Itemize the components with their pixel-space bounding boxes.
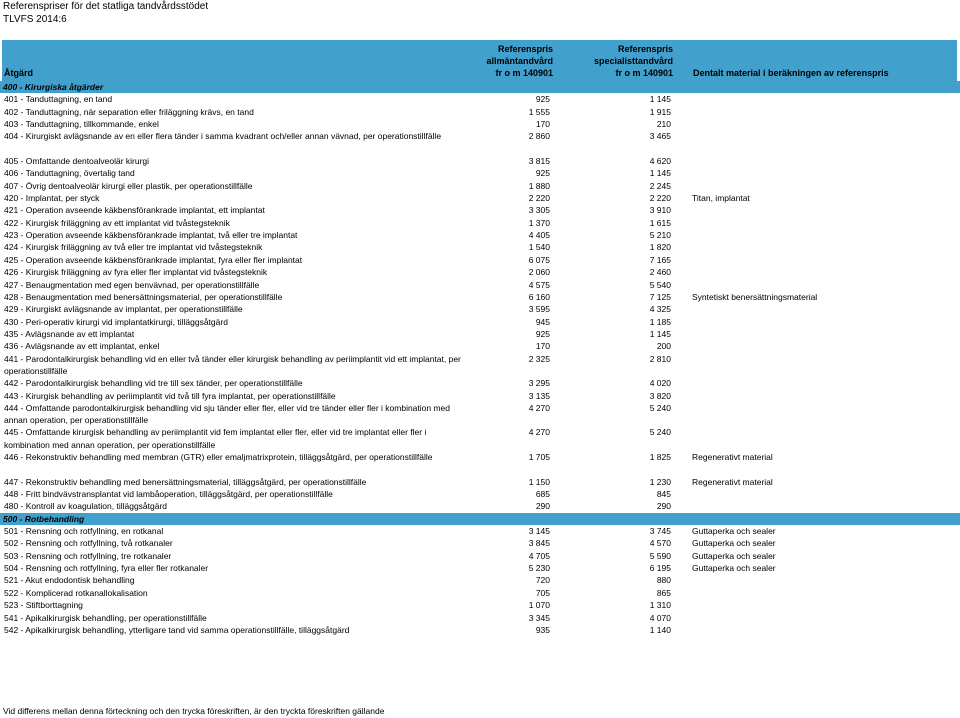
cell-action: 443 - Kirurgisk behandling av periimplantit vid två till fyra implantat, per operationstillfälle bbox=[4, 390, 336, 401]
table-row bbox=[0, 390, 960, 402]
cell-specialist-price: 5 590 bbox=[649, 550, 671, 561]
header-specialist-price bbox=[585, 43, 673, 79]
cell-material: Guttaperka och sealer bbox=[692, 538, 776, 549]
header-general-line3: fr o m 140901 bbox=[495, 68, 553, 78]
price-table-body bbox=[0, 81, 960, 636]
cell-specialist-price: 1 230 bbox=[649, 476, 671, 487]
table-row bbox=[0, 241, 960, 253]
cell-specialist-price: 6 195 bbox=[649, 563, 671, 574]
cell-specialist-price: 1 915 bbox=[649, 106, 671, 117]
table-row bbox=[0, 217, 960, 229]
cell-action: 480 - Kontroll av koagulation, tilläggsåtgärd bbox=[4, 501, 168, 512]
document-title: Referenspriser för det statliga tandvårdsstödet bbox=[3, 1, 209, 12]
cell-action: 445 - Omfattande kirurgisk behandling av periimplantit vid fem implantat eller fler, eller vid tre implantat eller fler i kombination med annan operation, per operationstillfälle bbox=[4, 427, 427, 450]
table-spacer bbox=[0, 463, 960, 475]
table-row bbox=[0, 254, 960, 266]
cell-specialist-price: 1 820 bbox=[649, 242, 671, 253]
cell-action: 425 - Operation avseende käkbensförankrade implantat, fyra eller fler implantat bbox=[4, 254, 303, 265]
cell-action: 541 - Apikalkirurgisk behandling, per operationstillfälle bbox=[4, 612, 207, 623]
document-subtitle: TLVFS 2014:6 bbox=[3, 14, 67, 25]
table-row bbox=[0, 204, 960, 216]
table-header bbox=[2, 40, 957, 81]
table-row bbox=[0, 93, 960, 105]
cell-general-price: 925 bbox=[535, 168, 550, 179]
cell-general-price: 3 295 bbox=[528, 378, 550, 389]
cell-action: 447 - Rekonstruktiv behandling med benersättningsmaterial, tilläggsåtgärd, per operationstillfälle bbox=[4, 476, 367, 487]
table-row bbox=[0, 488, 960, 500]
table-row bbox=[0, 328, 960, 340]
table-row bbox=[0, 167, 960, 179]
cell-general-price: 705 bbox=[535, 587, 550, 598]
cell-general-price: 2 220 bbox=[528, 193, 550, 204]
cell-general-price: 685 bbox=[535, 489, 550, 500]
cell-general-price: 1 370 bbox=[528, 217, 550, 228]
cell-material: Regenerativt material bbox=[692, 476, 773, 487]
cell-action: 501 - Rensning och rotfyllning, en rotkanal bbox=[4, 526, 164, 537]
cell-action: 444 - Omfattande parodontalkirurgisk behandling vid sju tänder eller fler, eller vid tre tänder eller fler i kombination med annan operation, per operationstillfälle bbox=[4, 402, 451, 426]
cell-action: 405 - Omfattande dentoalveolär kirurgi bbox=[4, 156, 150, 167]
cell-general-price: 1 705 bbox=[528, 452, 550, 463]
cell-specialist-price: 1 825 bbox=[649, 452, 671, 463]
cell-action: 523 - Stiftborttagning bbox=[4, 600, 83, 611]
table-row bbox=[0, 340, 960, 352]
cell-general-price: 4 705 bbox=[528, 550, 550, 561]
cell-general-price: 3 135 bbox=[528, 390, 550, 401]
cell-action: 407 - Övrig dentoalveolär kirurgi eller plastik, per operationstillfälle bbox=[4, 180, 253, 191]
cell-specialist-price: 1 145 bbox=[649, 94, 671, 105]
table-row bbox=[0, 476, 960, 488]
table-row bbox=[0, 303, 960, 315]
cell-specialist-price: 5 240 bbox=[649, 402, 671, 413]
table-row bbox=[0, 550, 960, 562]
cell-action: 423 - Operation avseende käkbensförankrade implantat, två eller tre implantat bbox=[4, 230, 298, 241]
table-row bbox=[0, 180, 960, 192]
cell-action: 446 - Rekonstruktiv behandling med membran (GTR) eller emaljmatrixprotein, tilläggsåtgärd, per operationstillfälle bbox=[4, 452, 433, 463]
cell-action: 406 - Tanduttagning, övertalig tand bbox=[4, 168, 135, 179]
cell-general-price: 1 880 bbox=[528, 180, 550, 191]
table-row bbox=[0, 562, 960, 574]
cell-specialist-price: 2 245 bbox=[649, 180, 671, 191]
cell-action: 403 - Tanduttagning, tillkommande, enkel bbox=[4, 119, 159, 130]
cell-general-price: 290 bbox=[535, 501, 550, 512]
header-action: Åtgärd bbox=[4, 68, 33, 78]
cell-specialist-price: 7 125 bbox=[649, 291, 671, 302]
table-row bbox=[0, 279, 960, 291]
cell-action: 428 - Benaugmentation med benersättningsmaterial, per operationstillfälle bbox=[4, 291, 283, 302]
section-title: 500 - Rotbehandling bbox=[3, 513, 85, 524]
table-row bbox=[0, 353, 960, 378]
table-row bbox=[0, 316, 960, 328]
cell-specialist-price: 1 140 bbox=[649, 624, 671, 635]
cell-specialist-price: 4 570 bbox=[649, 538, 671, 549]
cell-specialist-price: 290 bbox=[656, 501, 671, 512]
cell-general-price: 3 145 bbox=[528, 526, 550, 537]
cell-general-price: 935 bbox=[535, 624, 550, 635]
table-row bbox=[0, 118, 960, 130]
table-row bbox=[0, 525, 960, 537]
table-row bbox=[0, 624, 960, 636]
table-row bbox=[0, 451, 960, 463]
table-row bbox=[0, 377, 960, 389]
cell-specialist-price: 3 820 bbox=[649, 390, 671, 401]
cell-action: 504 - Rensning och rotfyllning, fyra eller fler rotkanaler bbox=[4, 563, 209, 574]
cell-action: 429 - Kirurgiskt avlägsnande av implantat, per operationstillfälle bbox=[4, 304, 243, 315]
cell-general-price: 6 075 bbox=[528, 254, 550, 265]
cell-specialist-price: 4 020 bbox=[649, 378, 671, 389]
header-specialist-line3: fr o m 140901 bbox=[615, 68, 673, 78]
cell-action: 427 - Benaugmentation med egen benvävnad, per operationstillfälle bbox=[4, 279, 260, 290]
cell-specialist-price: 3 910 bbox=[649, 205, 671, 216]
header-specialist-line2: specialisttandvård bbox=[593, 56, 673, 66]
cell-general-price: 945 bbox=[535, 316, 550, 327]
cell-general-price: 3 845 bbox=[528, 538, 550, 549]
cell-specialist-price: 1 145 bbox=[649, 168, 671, 179]
header-general-price bbox=[480, 43, 553, 79]
table-row bbox=[0, 426, 960, 451]
cell-general-price: 720 bbox=[535, 575, 550, 586]
cell-general-price: 925 bbox=[535, 328, 550, 339]
cell-specialist-price: 5 540 bbox=[649, 279, 671, 290]
cell-action: 448 - Fritt bindvävstransplantat vid lambåoperation, tilläggsåtgärd, per operationstillfälle bbox=[4, 489, 333, 500]
section-title: 400 - Kirurgiska åtgärder bbox=[3, 82, 104, 92]
header-material: Dentalt material i beräkningen av referenspris bbox=[693, 68, 889, 78]
cell-action: 522 - Komplicerad rotkanallokalisation bbox=[4, 587, 148, 598]
cell-specialist-price: 1 145 bbox=[649, 328, 671, 339]
cell-general-price: 2 060 bbox=[528, 267, 550, 278]
cell-action: 521 - Akut endodontisk behandling bbox=[4, 575, 135, 586]
cell-action: 424 - Kirurgisk friläggning av två eller tre implantat vid tvåstegsteknik bbox=[4, 242, 263, 253]
table-row bbox=[0, 155, 960, 167]
table-row bbox=[0, 266, 960, 278]
cell-specialist-price: 7 165 bbox=[649, 254, 671, 265]
cell-general-price: 3 305 bbox=[528, 205, 550, 216]
cell-specialist-price: 2 460 bbox=[649, 267, 671, 278]
cell-action: 404 - Kirurgiskt avlägsnande av en eller flera tänder i samma kvadrant och/eller annan vävnad, per operationstillfälle bbox=[4, 131, 442, 142]
cell-action: 421 - Operation avseende käkbensförankrade implantat, ett implantat bbox=[4, 205, 265, 216]
table-row bbox=[0, 130, 960, 142]
cell-material: Guttaperka och sealer bbox=[692, 563, 776, 574]
cell-specialist-price: 2 220 bbox=[649, 193, 671, 204]
cell-general-price: 3 595 bbox=[528, 304, 550, 315]
cell-general-price: 3 345 bbox=[528, 612, 550, 623]
cell-action: 401 - Tanduttagning, en tand bbox=[4, 94, 113, 105]
cell-general-price: 5 230 bbox=[528, 563, 550, 574]
cell-specialist-price: 4 325 bbox=[649, 304, 671, 315]
cell-material: Syntetiskt benersättningsmaterial bbox=[692, 291, 818, 302]
cell-general-price: 2 325 bbox=[528, 353, 550, 364]
cell-specialist-price: 4 070 bbox=[649, 612, 671, 623]
table-row bbox=[0, 537, 960, 549]
cell-general-price: 4 270 bbox=[528, 402, 550, 413]
cell-specialist-price: 1 615 bbox=[649, 217, 671, 228]
cell-action: 442 - Parodontalkirurgisk behandling vid tre till sex tänder, per operationstillfälle bbox=[4, 378, 303, 389]
cell-general-price: 2 860 bbox=[528, 131, 550, 142]
cell-action: 426 - Kirurgisk friläggning av fyra eller fler implantat vid tvåstegsteknik bbox=[4, 267, 268, 278]
table-row bbox=[0, 574, 960, 586]
cell-action: 503 - Rensning och rotfyllning, tre rotkanaler bbox=[4, 550, 172, 561]
cell-specialist-price: 1 185 bbox=[649, 316, 671, 327]
header-general-line2: allmäntandvård bbox=[486, 56, 553, 66]
cell-action: 435 - Avlägsnande av ett implantat bbox=[4, 328, 135, 339]
cell-action: 402 - Tanduttagning, när separation eller friläggning krävs, en tand bbox=[4, 106, 254, 117]
cell-action: 502 - Rensning och rotfyllning, två rotkanaler bbox=[4, 538, 173, 549]
cell-material: Titan, implantat bbox=[692, 193, 750, 204]
table-spacer bbox=[0, 143, 960, 155]
cell-action: 436 - Avlägsnande av ett implantat, enkel bbox=[4, 341, 160, 352]
cell-specialist-price: 845 bbox=[656, 489, 671, 500]
cell-action: 420 - Implantat, per styck bbox=[4, 193, 100, 204]
cell-specialist-price: 3 465 bbox=[649, 131, 671, 142]
cell-general-price: 6 160 bbox=[528, 291, 550, 302]
header-specialist-line1: Referenspris bbox=[617, 44, 673, 54]
cell-specialist-price: 865 bbox=[656, 587, 671, 598]
cell-general-price: 170 bbox=[535, 119, 550, 130]
cell-material: Guttaperka och sealer bbox=[692, 526, 776, 537]
cell-specialist-price: 4 620 bbox=[649, 156, 671, 167]
table-row bbox=[0, 229, 960, 241]
cell-action: 542 - Apikalkirurgisk behandling, ytterligare tand vid samma operationstillfälle, tilläggsåtgärd bbox=[4, 624, 350, 635]
table-row bbox=[0, 599, 960, 611]
cell-action: 422 - Kirurgisk friläggning av ett implantat vid tvåstegsteknik bbox=[4, 217, 230, 228]
cell-specialist-price: 5 240 bbox=[649, 427, 671, 438]
section-row bbox=[0, 513, 960, 525]
table-row bbox=[0, 291, 960, 303]
cell-specialist-price: 210 bbox=[656, 119, 671, 130]
cell-specialist-price: 3 745 bbox=[649, 526, 671, 537]
cell-general-price: 4 405 bbox=[528, 230, 550, 241]
table-row bbox=[0, 612, 960, 624]
footer-note: Vid differens mellan denna förteckning och den trycka föreskriften, är den tryckta föreskriften gällande bbox=[3, 706, 385, 716]
cell-specialist-price: 880 bbox=[656, 575, 671, 586]
cell-general-price: 4 575 bbox=[528, 279, 550, 290]
cell-specialist-price: 5 210 bbox=[649, 230, 671, 241]
cell-material: Guttaperka och sealer bbox=[692, 550, 776, 561]
cell-general-price: 3 815 bbox=[528, 156, 550, 167]
cell-general-price: 925 bbox=[535, 94, 550, 105]
table-row bbox=[0, 106, 960, 118]
cell-general-price: 170 bbox=[535, 341, 550, 352]
table-row bbox=[0, 587, 960, 599]
cell-general-price: 1 150 bbox=[528, 476, 550, 487]
header-general-line1: Referenspris bbox=[497, 44, 553, 54]
cell-general-price: 1 540 bbox=[528, 242, 550, 253]
cell-specialist-price: 1 310 bbox=[649, 600, 671, 611]
cell-specialist-price: 2 810 bbox=[649, 353, 671, 364]
table-row bbox=[0, 192, 960, 204]
table-row bbox=[0, 500, 960, 512]
cell-general-price: 4 270 bbox=[528, 427, 550, 438]
cell-specialist-price: 200 bbox=[656, 341, 671, 352]
cell-action: 430 - Peri-operativ kirurgi vid implantatkirurgi, tilläggsåtgärd bbox=[4, 316, 228, 327]
cell-general-price: 1 555 bbox=[528, 106, 550, 117]
cell-action: 441 - Parodontalkirurgisk behandling vid en eller två tänder eller kirurgisk behandling av periimplantit vid ett implantat, per operationstillfälle bbox=[4, 353, 461, 376]
cell-general-price: 1 070 bbox=[528, 600, 550, 611]
section-row bbox=[0, 81, 960, 93]
cell-material: Regenerativt material bbox=[692, 452, 773, 463]
table-row bbox=[0, 402, 960, 427]
